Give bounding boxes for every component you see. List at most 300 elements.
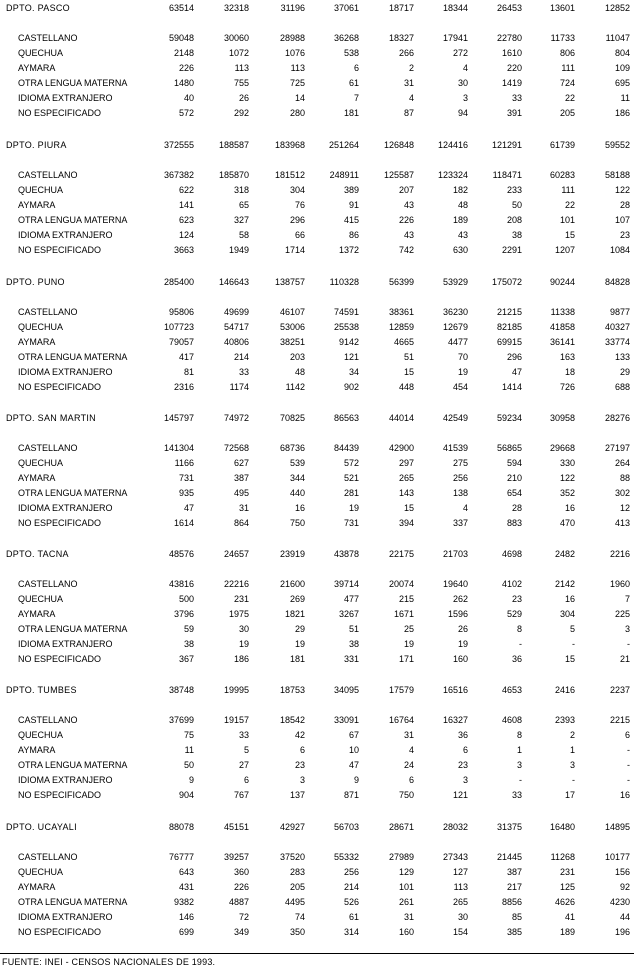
language-label: OTRA LENGUA MATERNA — [18, 488, 128, 498]
value-cell: 94 — [457, 108, 468, 118]
value-cell: 500 — [178, 594, 194, 604]
value-cell: 231 — [559, 867, 575, 877]
language-row — [0, 456, 637, 471]
language-label: IDIOMA EXTRANJERO — [18, 775, 113, 785]
value-cell: 138 — [452, 488, 468, 498]
total-cell: 2216 — [609, 549, 630, 559]
total-cell: 2482 — [554, 549, 575, 559]
language-row — [0, 31, 637, 46]
value-cell: 935 — [178, 488, 194, 498]
language-row — [0, 577, 637, 592]
total-cell: 28276 — [604, 413, 630, 423]
value-cell: 297 — [398, 458, 414, 468]
language-row — [0, 865, 637, 880]
total-cell: 18717 — [388, 3, 414, 13]
language-row — [0, 743, 637, 758]
value-cell: 36141 — [549, 337, 575, 347]
value-cell: 1207 — [554, 245, 575, 255]
value-cell: 304 — [559, 609, 575, 619]
value-cell: 30 — [238, 624, 249, 634]
value-cell: 226 — [178, 63, 194, 73]
language-row — [0, 380, 637, 395]
source-note: FUENTE: INEI - CENSOS NACIONALES DE 1993. — [2, 957, 216, 967]
total-cell: 21703 — [442, 549, 468, 559]
total-cell: 14895 — [604, 822, 630, 832]
value-cell: 129 — [398, 867, 414, 877]
language-row — [0, 183, 637, 198]
department-name: DPTO. TACNA — [6, 549, 69, 559]
value-cell: 742 — [398, 245, 414, 255]
value-cell: 40327 — [604, 322, 630, 332]
value-cell: 124 — [178, 230, 194, 240]
value-cell: 186 — [233, 654, 249, 664]
language-label: IDIOMA EXTRANJERO — [18, 912, 113, 922]
value-cell: 76 — [294, 200, 305, 210]
department-name: DPTO. TUMBES — [6, 685, 77, 695]
value-cell: 23 — [294, 760, 305, 770]
value-cell: 350 — [289, 927, 305, 937]
value-cell: 440 — [289, 488, 305, 498]
department-name: DPTO. PASCO — [6, 3, 70, 13]
value-cell: 6 — [408, 775, 414, 785]
value-cell: 69915 — [496, 337, 522, 347]
total-cell: 44014 — [388, 413, 414, 423]
value-cell: 327 — [233, 215, 249, 225]
total-cell: 121291 — [491, 140, 522, 150]
value-cell: 15 — [403, 503, 414, 513]
value-cell: 731 — [343, 518, 359, 528]
language-row — [0, 622, 637, 637]
value-cell: 4 — [408, 93, 414, 103]
value-cell: 264 — [614, 458, 630, 468]
value-cell: 265 — [398, 473, 414, 483]
value-cell: 86 — [348, 230, 359, 240]
value-cell: 121 — [452, 790, 468, 800]
total-cell: 34095 — [333, 685, 359, 695]
total-cell: 24657 — [223, 549, 249, 559]
value-cell: 538 — [343, 48, 359, 58]
value-cell: 622 — [178, 185, 194, 195]
total-cell: 42927 — [279, 822, 305, 832]
value-cell: 50 — [183, 760, 194, 770]
language-row — [0, 320, 637, 335]
value-cell: 72568 — [223, 443, 249, 453]
department-name: DPTO. PUNO — [6, 277, 65, 287]
value-cell: 6 — [462, 745, 468, 755]
value-cell: 262 — [452, 594, 468, 604]
language-row — [0, 350, 637, 365]
value-cell: 54717 — [223, 322, 249, 332]
value-cell: 1166 — [174, 458, 194, 468]
value-cell: 36268 — [333, 33, 359, 43]
value-cell: 181 — [289, 654, 305, 664]
value-cell: 137 — [289, 790, 305, 800]
language-row — [0, 441, 637, 456]
language-label: OTRA LENGUA MATERNA — [18, 215, 128, 225]
total-cell: 2237 — [609, 685, 630, 695]
value-cell: 1 — [516, 745, 522, 755]
value-cell: 28988 — [279, 33, 305, 43]
language-label: QUECHUA — [18, 867, 64, 877]
value-cell: 12859 — [388, 322, 414, 332]
value-cell: 283 — [289, 867, 305, 877]
value-cell: 318 — [233, 185, 249, 195]
value-cell: 109 — [614, 63, 630, 73]
total-cell: 74972 — [223, 413, 249, 423]
language-label: OTRA LENGUA MATERNA — [18, 352, 128, 362]
total-cell: 18344 — [442, 3, 468, 13]
total-cell: 26453 — [496, 3, 522, 13]
value-cell: 750 — [289, 518, 305, 528]
value-cell: 2316 — [173, 382, 194, 392]
value-cell: 22 — [564, 200, 575, 210]
value-cell: 526 — [343, 897, 359, 907]
value-cell: 5 — [243, 745, 249, 755]
language-row — [0, 788, 637, 803]
value-cell: 627 — [233, 458, 249, 468]
total-cell: 146643 — [218, 277, 249, 287]
value-cell: 48 — [294, 367, 305, 377]
value-cell: 387 — [233, 473, 249, 483]
value-cell: 314 — [343, 927, 359, 937]
value-cell: 883 — [506, 518, 522, 528]
value-cell: 111 — [561, 185, 575, 195]
value-cell: 21215 — [496, 307, 522, 317]
value-cell: 521 — [343, 473, 359, 483]
language-row — [0, 365, 637, 380]
value-cell: 11338 — [550, 307, 575, 317]
value-cell: 48 — [457, 200, 468, 210]
value-cell: 470 — [559, 518, 575, 528]
value-cell: 1610 — [501, 48, 522, 58]
value-cell: 189 — [452, 215, 468, 225]
value-cell: 539 — [289, 458, 305, 468]
value-cell: 51 — [403, 352, 414, 362]
value-cell: 12679 — [442, 322, 468, 332]
value-cell: 3267 — [338, 609, 359, 619]
value-cell: 344 — [289, 473, 305, 483]
value-cell: 101 — [398, 882, 414, 892]
total-cell: 12852 — [604, 3, 630, 13]
language-label: NO ESPECIFICADO — [18, 518, 102, 528]
value-cell: 29668 — [549, 443, 575, 453]
value-cell: 16 — [564, 594, 575, 604]
value-cell: 79057 — [168, 337, 194, 347]
department-total-row — [0, 138, 637, 153]
value-cell: 65 — [238, 200, 249, 210]
value-cell: 84439 — [333, 443, 359, 453]
value-cell: 6 — [243, 775, 249, 785]
value-cell: 38 — [183, 639, 194, 649]
total-cell: 145797 — [163, 413, 194, 423]
value-cell: 95806 — [168, 307, 194, 317]
value-cell: 125 — [559, 882, 575, 892]
value-cell: 210 — [506, 473, 522, 483]
value-cell: 189 — [559, 927, 575, 937]
value-cell: 256 — [452, 473, 468, 483]
language-row — [0, 106, 637, 121]
value-cell: 121 — [343, 352, 359, 362]
department-total-row — [0, 411, 637, 426]
value-cell: 88 — [619, 473, 630, 483]
value-cell: 266 — [398, 48, 414, 58]
value-cell: 21445 — [496, 852, 522, 862]
value-cell: 18 — [564, 367, 575, 377]
value-cell: 8 — [516, 624, 522, 634]
value-cell: 2 — [569, 730, 575, 740]
value-cell: 125587 — [383, 170, 414, 180]
value-cell: 43 — [403, 200, 414, 210]
value-cell: 15 — [564, 230, 575, 240]
value-cell: 304 — [289, 185, 305, 195]
language-row — [0, 758, 637, 773]
value-cell: 261 — [398, 897, 414, 907]
value-cell: 3 — [462, 93, 468, 103]
value-cell: 214 — [233, 352, 249, 362]
value-cell: 248911 — [329, 170, 359, 180]
language-label: IDIOMA EXTRANJERO — [18, 367, 113, 377]
value-cell: - — [627, 775, 630, 785]
total-cell: 18753 — [279, 685, 305, 695]
value-cell: 208 — [506, 215, 522, 225]
language-label: QUECHUA — [18, 594, 64, 604]
value-cell: 3 — [569, 760, 575, 770]
language-label: AYMARA — [18, 473, 56, 483]
value-cell: 724 — [559, 78, 575, 88]
value-cell: 33 — [511, 93, 522, 103]
total-cell: 19995 — [223, 685, 249, 695]
total-cell: 31375 — [496, 822, 522, 832]
value-cell: 43816 — [168, 579, 194, 589]
value-cell: 3 — [516, 760, 522, 770]
language-label: AYMARA — [18, 63, 56, 73]
value-cell: 82185 — [496, 322, 522, 332]
value-cell: 331 — [343, 654, 359, 664]
value-cell: 61 — [348, 78, 359, 88]
value-cell: 1076 — [284, 48, 305, 58]
total-cell: 56399 — [388, 277, 414, 287]
value-cell: 2148 — [173, 48, 194, 58]
value-cell: 154 — [452, 927, 468, 937]
value-cell: 21600 — [279, 579, 305, 589]
value-cell: 233 — [506, 185, 522, 195]
total-cell: 188587 — [218, 140, 249, 150]
value-cell: 7 — [624, 594, 630, 604]
value-cell: 4 — [462, 503, 468, 513]
language-row — [0, 335, 637, 350]
value-cell: 113 — [453, 882, 468, 892]
language-label: QUECHUA — [18, 322, 64, 332]
value-cell: 12 — [619, 503, 630, 513]
value-cell: 2215 — [609, 715, 630, 725]
total-cell: 45151 — [223, 822, 249, 832]
value-cell: 122 — [559, 473, 575, 483]
value-cell: 92 — [619, 882, 630, 892]
language-label: IDIOMA EXTRANJERO — [18, 93, 113, 103]
value-cell: 27343 — [442, 852, 468, 862]
value-cell: 75 — [183, 730, 194, 740]
value-cell: 113 — [290, 63, 305, 73]
value-cell: 352 — [559, 488, 575, 498]
total-cell: 37061 — [333, 3, 359, 13]
language-row — [0, 501, 637, 516]
value-cell: 26 — [238, 93, 249, 103]
value-cell: 19 — [457, 367, 468, 377]
value-cell: 41 — [564, 912, 575, 922]
language-label: CASTELLANO — [18, 715, 78, 725]
value-cell: 4665 — [393, 337, 414, 347]
value-cell: 19 — [403, 639, 414, 649]
value-cell: 29 — [619, 367, 630, 377]
value-cell: 205 — [559, 108, 575, 118]
value-cell: 39714 — [333, 579, 359, 589]
value-cell: 33 — [238, 730, 249, 740]
value-cell: 20074 — [388, 579, 414, 589]
value-cell: 272 — [452, 48, 468, 58]
department-name: DPTO. UCAYALI — [6, 822, 77, 832]
value-cell: 448 — [398, 382, 414, 392]
value-cell: 217 — [506, 882, 522, 892]
language-row — [0, 773, 637, 788]
value-cell: 47 — [511, 367, 522, 377]
value-cell: 265 — [452, 897, 468, 907]
total-cell: 285400 — [163, 277, 194, 287]
language-label: NO ESPECIFICADO — [18, 108, 102, 118]
total-cell: 30958 — [549, 413, 575, 423]
language-label: AYMARA — [18, 882, 56, 892]
value-cell: 214 — [343, 882, 359, 892]
department-total-row — [0, 547, 637, 562]
value-cell: 23 — [619, 230, 630, 240]
value-cell: 141304 — [163, 443, 194, 453]
value-cell: 207 — [398, 185, 414, 195]
department-total-row — [0, 1, 637, 16]
value-cell: 163 — [559, 352, 575, 362]
value-cell: 19 — [238, 639, 249, 649]
total-cell: 251264 — [328, 140, 359, 150]
value-cell: 8 — [516, 730, 522, 740]
value-cell: 51 — [348, 624, 359, 634]
value-cell: 9 — [188, 775, 194, 785]
value-cell: 3796 — [173, 609, 194, 619]
value-cell: 10 — [348, 745, 359, 755]
value-cell: 19157 — [223, 715, 249, 725]
value-cell: 594 — [506, 458, 522, 468]
total-cell: 28671 — [388, 822, 414, 832]
value-cell: 118471 — [492, 170, 522, 180]
value-cell: 275 — [452, 458, 468, 468]
language-row — [0, 652, 637, 667]
value-cell: 9382 — [173, 897, 194, 907]
value-cell: 182 — [452, 185, 468, 195]
language-label: CASTELLANO — [18, 579, 78, 589]
value-cell: 22 — [564, 93, 575, 103]
language-label: QUECHUA — [18, 458, 64, 468]
value-cell: 87 — [403, 108, 414, 118]
value-cell: 4477 — [447, 337, 468, 347]
value-cell: 296 — [289, 215, 305, 225]
value-cell: 3 — [299, 775, 305, 785]
department-total-row — [0, 683, 637, 698]
value-cell: 44 — [619, 912, 630, 922]
total-cell: 4653 — [501, 685, 522, 695]
value-cell: 47 — [183, 503, 194, 513]
value-cell: 21 — [619, 654, 630, 664]
value-cell: 572 — [343, 458, 359, 468]
value-cell: 55332 — [333, 852, 359, 862]
value-cell: 30 — [457, 78, 468, 88]
value-cell: 107 — [614, 215, 630, 225]
value-cell: 225 — [614, 609, 630, 619]
value-cell: 59 — [183, 624, 194, 634]
value-cell: - — [572, 775, 575, 785]
language-label: AYMARA — [18, 609, 56, 619]
value-cell: 61 — [348, 912, 359, 922]
value-cell: 330 — [559, 458, 575, 468]
value-cell: 280 — [289, 108, 305, 118]
value-cell: 269 — [289, 594, 305, 604]
value-cell: 871 — [343, 790, 359, 800]
value-cell: 1414 — [501, 382, 522, 392]
value-cell: 37520 — [279, 852, 305, 862]
language-label: NO ESPECIFICADO — [18, 654, 102, 664]
value-cell: 337 — [452, 518, 468, 528]
value-cell: 171 — [398, 654, 414, 664]
value-cell: 27989 — [388, 852, 414, 862]
total-cell: 16480 — [549, 822, 575, 832]
value-cell: 902 — [343, 382, 359, 392]
value-cell: 26 — [457, 624, 468, 634]
value-cell: 113 — [234, 63, 249, 73]
value-cell: 38 — [511, 230, 522, 240]
total-cell: 126848 — [383, 140, 414, 150]
value-cell: 16 — [294, 503, 305, 513]
value-cell: 38251 — [279, 337, 305, 347]
value-cell: 367 — [178, 654, 194, 664]
value-cell: 767 — [233, 790, 249, 800]
value-cell: 7 — [353, 93, 359, 103]
value-cell: 186 — [614, 108, 630, 118]
value-cell: 281 — [343, 488, 359, 498]
value-cell: 31 — [403, 912, 414, 922]
language-row — [0, 637, 637, 652]
total-cell: 59552 — [604, 140, 630, 150]
value-cell: 18327 — [388, 33, 414, 43]
value-cell: 4495 — [284, 897, 305, 907]
department-total-row — [0, 820, 637, 835]
value-cell: 9 — [353, 775, 359, 785]
value-cell: 46107 — [279, 307, 305, 317]
value-cell: 203 — [289, 352, 305, 362]
value-cell: 1949 — [228, 245, 249, 255]
language-row — [0, 850, 637, 865]
total-cell: 70825 — [279, 413, 305, 423]
value-cell: 226 — [233, 882, 249, 892]
value-cell: 53006 — [279, 322, 305, 332]
total-cell: 56703 — [333, 822, 359, 832]
total-cell: 175072 — [491, 277, 522, 287]
value-cell: 725 — [289, 78, 305, 88]
value-cell: 495 — [233, 488, 249, 498]
total-cell: 42549 — [442, 413, 468, 423]
language-label: CASTELLANO — [18, 852, 78, 862]
value-cell: 111 — [561, 63, 575, 73]
value-cell: 31 — [403, 78, 414, 88]
value-cell: 30 — [457, 912, 468, 922]
value-cell: 67 — [348, 730, 359, 740]
value-cell: 1084 — [609, 245, 630, 255]
language-label: OTRA LENGUA MATERNA — [18, 624, 128, 634]
